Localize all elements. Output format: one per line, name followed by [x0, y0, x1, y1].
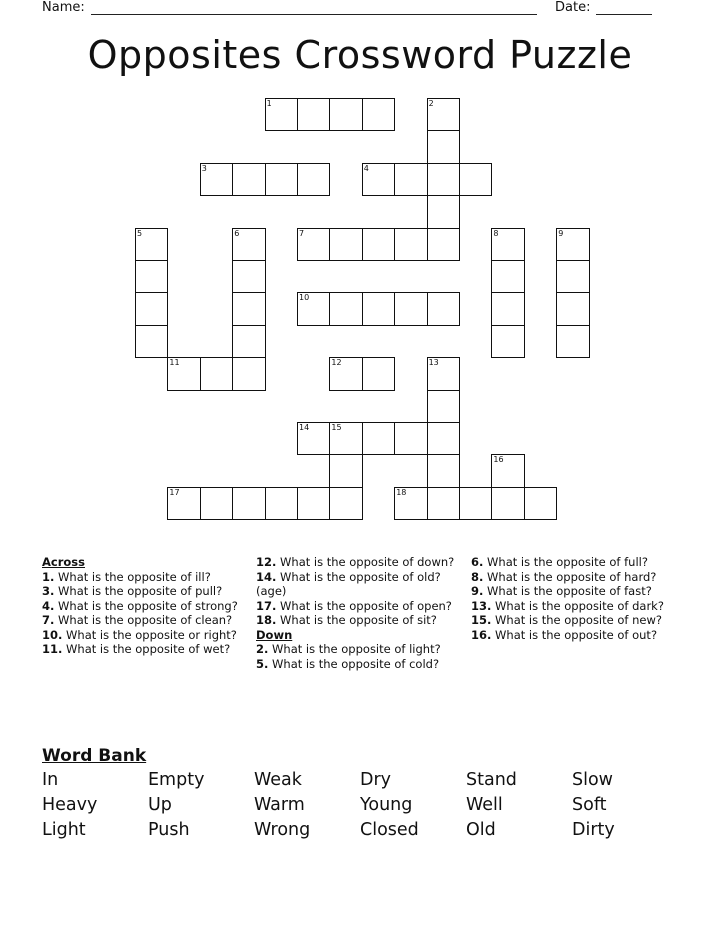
grid-cell[interactable] — [524, 487, 557, 520]
clue: 18. What is the opposite of sit? — [256, 613, 437, 627]
grid-cell[interactable] — [135, 292, 168, 325]
clue-number: 1 — [266, 99, 272, 108]
clue-number: 17 — [169, 487, 180, 497]
grid-cell[interactable] — [556, 292, 589, 325]
grid-cell[interactable] — [394, 228, 427, 261]
clue-number: 6 — [234, 228, 240, 238]
grid-cell[interactable] — [556, 325, 589, 358]
grid-cell[interactable] — [427, 487, 460, 520]
grid-cell[interactable] — [427, 454, 460, 487]
word-bank-item: Closed — [360, 820, 419, 840]
clue-number: 8 — [493, 228, 499, 238]
clue: 8. What is the opposite of hard? — [471, 569, 657, 584]
grid-cell[interactable] — [394, 487, 427, 520]
grid-cell[interactable] — [329, 98, 362, 131]
clue-number: 3 — [201, 163, 207, 173]
grid-cell[interactable] — [265, 98, 298, 131]
word-bank-item: Empty — [148, 770, 205, 790]
grid-cell[interactable] — [232, 292, 265, 325]
word-bank-item: Light — [42, 820, 86, 840]
grid-cell[interactable] — [362, 98, 395, 131]
clue: 6. What is the opposite of full? — [471, 555, 648, 569]
grid-cell[interactable] — [427, 195, 460, 228]
word-bank-item: Wrong — [254, 820, 311, 840]
clue: 13. What is the opposite of dark? — [471, 598, 664, 613]
word-bank-item: Push — [148, 820, 190, 840]
grid-cell[interactable] — [394, 422, 427, 455]
grid-cell[interactable] — [297, 487, 330, 520]
grid-cell[interactable] — [232, 163, 265, 196]
grid-cell[interactable] — [329, 228, 362, 261]
clue-number: 14 — [299, 423, 310, 432]
clue-number: 9 — [558, 228, 564, 238]
clue: 2. What is the opposite of light? — [256, 642, 441, 656]
clue-number: 4 — [363, 163, 369, 173]
grid-cell[interactable] — [362, 357, 395, 390]
name-label: Name: — [42, 0, 85, 15]
word-bank-item: Stand — [466, 770, 517, 790]
across-heading: Across — [42, 555, 85, 569]
clue: 10. What is the opposite or right? — [42, 627, 237, 642]
grid-cell[interactable] — [394, 292, 427, 325]
grid-cell[interactable] — [427, 130, 460, 163]
grid-cell[interactable] — [232, 357, 265, 390]
clue-number: 11 — [169, 358, 180, 368]
grid-cell[interactable] — [329, 292, 362, 325]
grid-cell[interactable] — [232, 228, 265, 261]
page-title: Opposites Crossword Puzzle — [87, 33, 633, 77]
grid-cell[interactable] — [200, 357, 233, 390]
grid-cell[interactable] — [394, 163, 427, 196]
grid-cell[interactable] — [297, 98, 330, 131]
grid-cell[interactable] — [459, 163, 492, 196]
grid-cell[interactable] — [427, 292, 460, 325]
grid-cell[interactable] — [232, 487, 265, 520]
word-bank-item: Young — [360, 795, 413, 815]
clue-number: 18 — [396, 487, 407, 497]
grid-cell[interactable] — [491, 292, 524, 325]
grid-cell[interactable] — [491, 454, 524, 487]
grid-cell[interactable] — [297, 422, 330, 455]
word-bank-item: In — [42, 770, 59, 790]
clue: 4. What is the opposite of strong? — [42, 598, 238, 613]
grid-cell[interactable] — [297, 292, 330, 325]
clue-number: 2 — [428, 99, 434, 108]
word-bank-title: Word Bank — [42, 746, 147, 766]
clue-number: 12 — [331, 358, 342, 368]
grid-cell[interactable] — [200, 163, 233, 196]
grid-cell[interactable] — [556, 260, 589, 293]
grid-cell[interactable] — [329, 454, 362, 487]
word-bank-item: Dirty — [572, 820, 615, 840]
grid-cell[interactable] — [135, 228, 168, 261]
grid-cell[interactable] — [329, 422, 362, 455]
grid-cell[interactable] — [491, 260, 524, 293]
grid-cell[interactable] — [200, 487, 233, 520]
grid-cell[interactable] — [362, 292, 395, 325]
grid-cell[interactable] — [232, 325, 265, 358]
grid-cell[interactable] — [362, 422, 395, 455]
clue-number: 10 — [299, 293, 310, 303]
grid-cell[interactable] — [427, 98, 460, 131]
grid-cell[interactable] — [362, 163, 395, 196]
clue: 12. What is the opposite of down? — [256, 555, 455, 569]
grid-cell[interactable] — [491, 487, 524, 520]
clue: 14. What is the opposite of old? (age) — [256, 569, 441, 598]
word-bank-item: Slow — [572, 770, 613, 790]
grid-cell[interactable] — [329, 357, 362, 390]
word-bank-item: Dry — [360, 770, 392, 790]
grid-cell[interactable] — [556, 228, 589, 261]
word-bank-item: Weak — [254, 770, 302, 790]
grid-cell[interactable] — [427, 357, 460, 390]
clue: 16. What is the opposite of out? — [471, 627, 658, 642]
grid-cell[interactable] — [427, 163, 460, 196]
grid-cell[interactable] — [329, 487, 362, 520]
word-bank-item: Soft — [572, 795, 607, 815]
grid-cell[interactable] — [459, 487, 492, 520]
clues-column-2 — [256, 555, 456, 671]
date-label: Date: — [555, 0, 591, 15]
clue: 7. What is the opposite of clean? — [42, 613, 233, 627]
word-bank-item: Well — [466, 795, 503, 815]
grid-cell[interactable] — [297, 163, 330, 196]
grid-cell[interactable] — [362, 228, 395, 261]
grid-cell[interactable] — [427, 390, 460, 423]
clue-number: 16 — [493, 455, 504, 465]
clue: 3. What is the opposite of pull? — [42, 584, 223, 598]
grid-cell[interactable] — [427, 228, 460, 261]
grid-cell[interactable] — [491, 325, 524, 358]
clue: 17. What is the opposite of open? — [256, 598, 452, 613]
word-bank-item: Old — [466, 820, 496, 840]
grid-cell[interactable] — [265, 487, 298, 520]
grid-cell[interactable] — [167, 487, 200, 520]
clue: 11. What is the opposite of wet? — [42, 642, 231, 656]
grid-cell[interactable] — [232, 260, 265, 293]
grid-cell[interactable] — [135, 260, 168, 293]
word-bank — [42, 770, 682, 840]
clues-column-3 — [471, 555, 671, 642]
grid-cell[interactable] — [427, 422, 460, 455]
clue-number: 7 — [299, 228, 305, 238]
down-heading: Down — [256, 627, 293, 642]
grid-cell[interactable] — [167, 357, 200, 390]
grid-cell[interactable] — [491, 228, 524, 261]
clue-number: 15 — [331, 423, 342, 432]
clue: 9. What is the opposite of fast? — [471, 584, 652, 598]
grid-cell[interactable] — [135, 325, 168, 358]
word-bank-item: Up — [148, 795, 172, 815]
word-bank-item: Heavy — [42, 795, 98, 815]
clues-column-1 — [42, 555, 242, 657]
grid-cell[interactable] — [297, 228, 330, 261]
clue: 5. What is the opposite of cold? — [256, 656, 440, 671]
grid-cell[interactable] — [265, 163, 298, 196]
clue-number: 5 — [137, 228, 143, 238]
clue-number: 13 — [428, 358, 439, 368]
clue: 15. What is the opposite of new? — [471, 613, 662, 627]
word-bank-item: Warm — [254, 795, 305, 815]
clue: 1. What is the opposite of ill? — [42, 569, 211, 584]
